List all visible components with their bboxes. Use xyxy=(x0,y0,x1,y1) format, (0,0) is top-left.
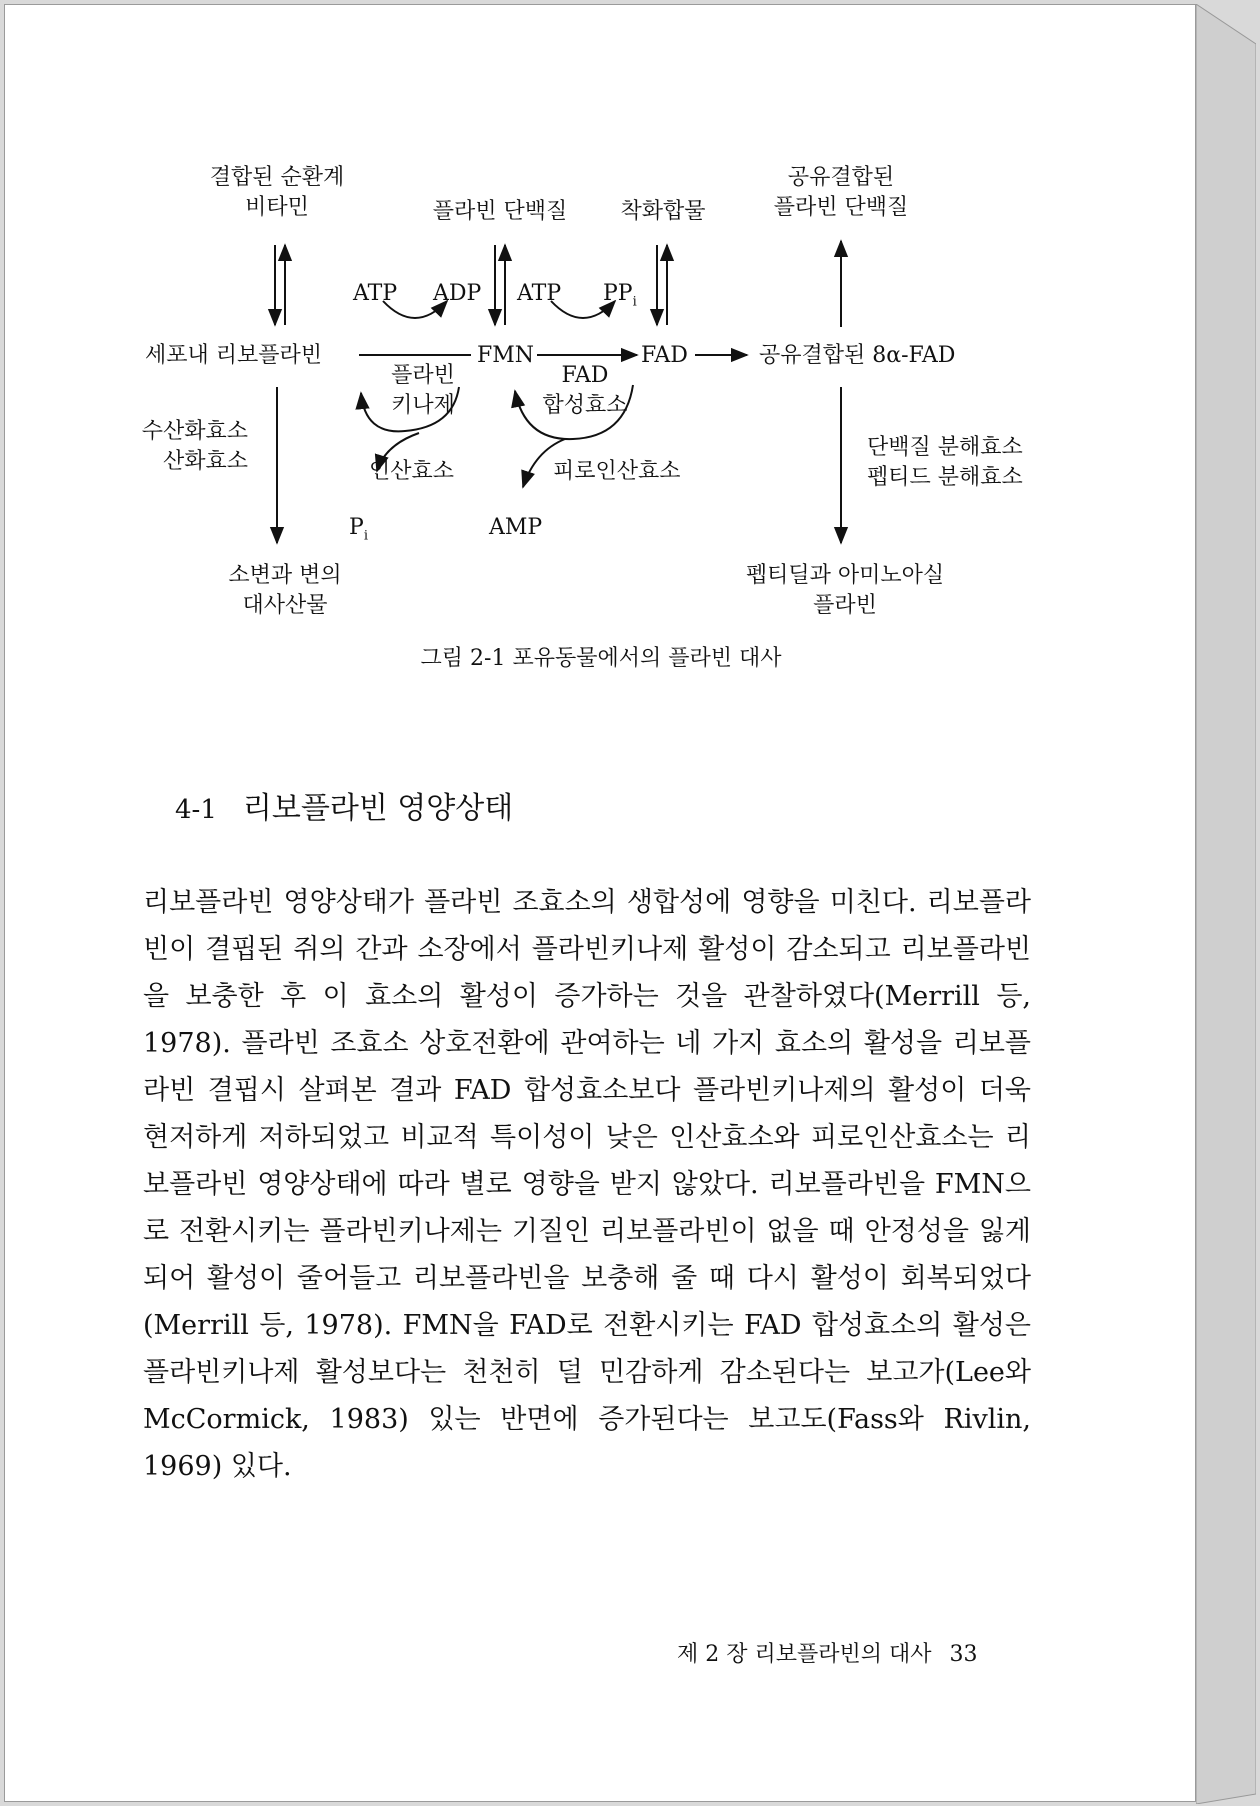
book-spine-edge xyxy=(1196,4,1256,1804)
section-heading xyxy=(175,783,513,827)
metabolism-diagram-arrows xyxy=(5,5,1197,645)
figure-caption: 그림 2-1 포유동물에서의 플라빈 대사 xyxy=(420,646,782,671)
label-chelate: 착화합물 xyxy=(620,199,706,224)
label-ppi: $PP_i$ xyxy=(603,281,637,310)
body-paragraph: 리보플라빈 영양상태가 플라빈 조효소의 생합성에 영향을 미친다. 리보플라빈이 결핍된 쥐의 간과 소장에서 플라빈키나제 활성이 감소되고 리보플라빈을 보충한 후 이 효소의 활성이 증가하는 것을 관찰하였다(Merrill 등, 1978). 플라빈 조효소 상호전환에 관여하는 네 가지 효소의 활성을 리보플라빈 결핍시 살펴본 결과 FAD 합성효소보다 플라빈키나제의 활성이 더욱 현저하게 저하되었고 비교적 특이성이 낮은 인산효소와 피로인산효소는 리보플라빈 영양상태에 따라 별로 영향을 받지 않았다. 리보플라빈을 FMN으로 전환시키는 플라빈키나제는 기질인 리보플라빈이 없을 때 안정성을 잃게 되어 활성이 줄어들고 리보플라빈을 보충해 줄 때 다시 활성이 회복되었다(Merrill 등, 1978). FMN을 FAD로 전환시키는 FAD 합성효소의 활성은 플라빈키나제 활성보다는 천천히 덜 민감하게 감소된다는 보고가(Lee와 McCormick, 1983) 있는 반면에 증가된다는 보고도(Fass와 Rivlin, 1969) 있다. xyxy=(143,887,1031,1482)
label-riboflavin: 세포내 리보플라빈 xyxy=(145,343,323,368)
label-fad-synthetase: FAD 합성효소 xyxy=(542,363,628,418)
label-covalent-flavin-protein: 공유결합된 플라빈 단백질 xyxy=(773,165,909,220)
label-pyrophosphatase: 피로인산효소 xyxy=(553,459,681,484)
label-covalent-8a-fad: 공유결합된 8α-FAD xyxy=(759,343,956,368)
label-atp-1: ATP xyxy=(353,281,398,306)
section-title: 리보플라빈 영양상태 xyxy=(242,791,514,826)
label-pi: $P_i$ xyxy=(349,515,368,544)
label-adp: ADP xyxy=(433,281,482,306)
footer-chapter: 제 2 장 리보플라빈의 대사 xyxy=(677,1642,932,1667)
label-urine-fecal-metabolites: 소변과 변의 대사산물 xyxy=(228,563,342,618)
label-amp: AMP xyxy=(489,515,543,540)
label-peptidyl-flavin: 펩티딜과 아미노아실 플라빈 xyxy=(745,563,945,618)
label-proteases: 단백질 분해효소 펩티드 분해효소 xyxy=(867,435,1023,490)
label-fad: FAD xyxy=(641,343,688,368)
section-number: 4-1 xyxy=(175,795,217,825)
label-oxidases: 수산화효소 산화효소 xyxy=(141,419,249,474)
page-footer xyxy=(677,1637,978,1668)
book-page xyxy=(4,4,1196,1802)
label-flavin-protein: 플라빈 단백질 xyxy=(432,199,568,224)
label-bound-vitamin: 결합된 순환계 비타민 xyxy=(209,165,345,220)
label-phosphatase: 인산효소 xyxy=(369,459,455,484)
page-number: 33 xyxy=(949,1642,978,1667)
label-atp-2: ATP xyxy=(517,281,562,306)
label-flavin-kinase: 플라빈 키나제 xyxy=(391,363,455,418)
label-fmn: FMN xyxy=(477,343,535,368)
